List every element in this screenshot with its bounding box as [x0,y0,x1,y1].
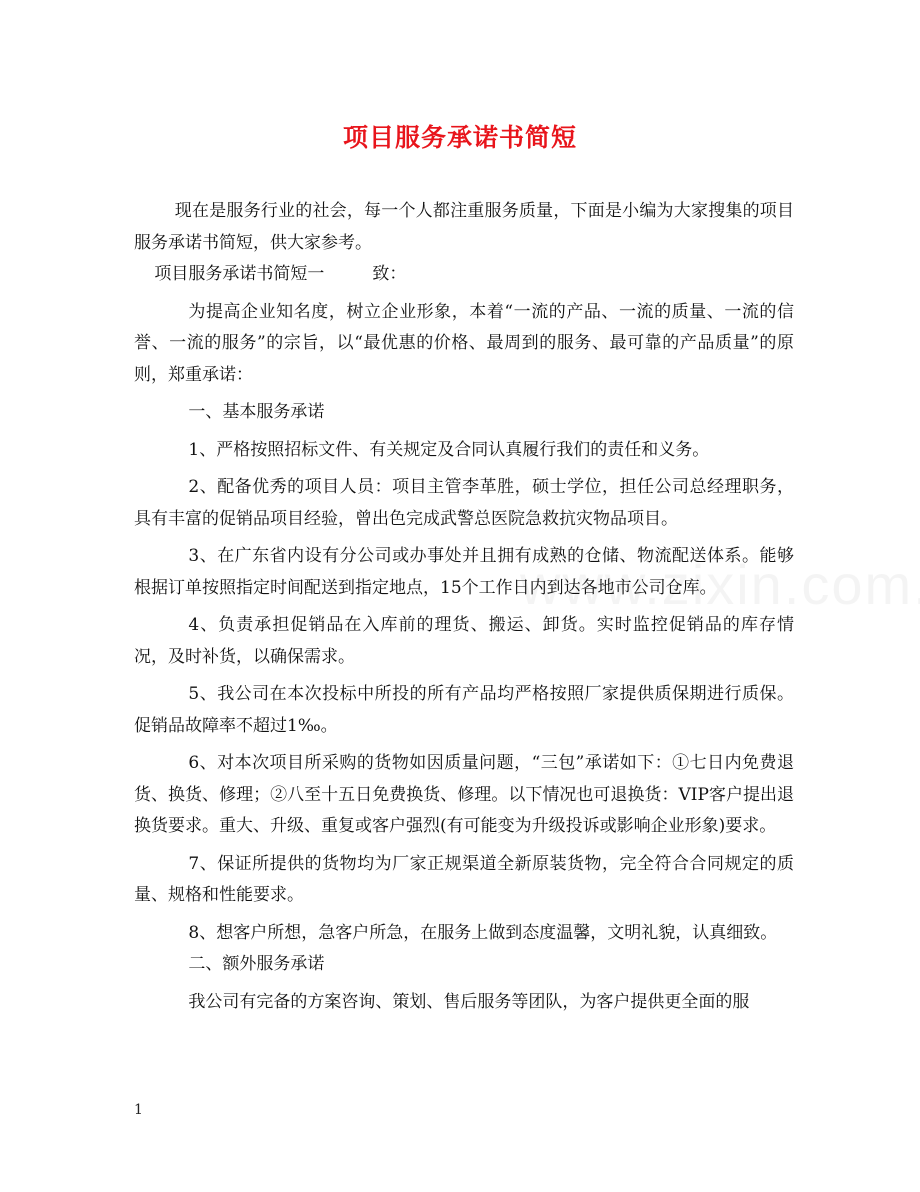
list-item: 3、在广东省内设有分公司或办事处并且拥有成熟的仓储、物流配送体系。能够根据订单按照指定时间配送到指定地点，15个工作日内到达各地市公司仓库。 [134,546,794,598]
list-item: 1、严格按照招标文件、有关规定及合同认真履行我们的责任和义务。 [188,439,710,460]
list-item: 4、负责承担促销品在入库前的理货、搬运、卸货。实时监控促销品的库存情况，及时补货，以确保需求。 [134,615,794,667]
list-item: 5、我公司在本次投标中所投的所有产品均严格按照厂家提供质保期进行质保。促销品故障率不超过1‰。 [134,684,794,736]
list-item: 6、对本次项目所采购的货物如因质量问题，“三包”承诺如下：①七日内免费退货、换货、修理；②八至十五日免费换货、修理。以下情况也可退换货：VIP客户提出退换货要求。重大、升级、重复或客户强烈(有可能变为升级投诉或影响企业形象)要求。 [134,753,794,836]
intro-paragraph: 现在是服务行业的社会，每一个人都注重服务质量，下面是小编为大家搜集的项目服务承诺书简短，供大家参考。 [134,201,794,253]
salutation: 致： [372,264,407,284]
document-body [134,196,794,1018]
list-item: 2、配备优秀的项目人员：项目主管李革胜，硕士学位，担任公司总经理职务，具有丰富的促销品项目经验，曾出色完成武警总医院急救抗灾物品项目。 [134,477,794,529]
section-heading-extra: 二、额外服务承诺 [188,954,325,974]
list-item: 7、保证所提供的货物均为厂家正规渠道全新原装货物，完全符合合同规定的质量、规格和性能要求。 [134,853,794,905]
heading-one-line [134,259,794,291]
heading-one: 项目服务承诺书简短一 [154,264,325,284]
list-item: 8、想客户所想，急客户所急，在服务上做到态度温馨，文明礼貌，认真细致。 [188,922,778,943]
section-heading-basic: 一、基本服务承诺 [188,402,325,422]
document-title: 项目服务承诺书简短 [342,123,577,152]
paragraph-principle: 为提高企业知名度，树立企业形象，本着“一流的产品、一流的质量、一流的信誉、一流的服务”的宗旨，以“最优惠的价格、最周到的服务、最可靠的产品质量”的原则，郑重承诺： [134,301,794,385]
paragraph-extra: 我公司有完备的方案咨询、策划、售后服务等团队，为客户提供更全面的服 [188,991,750,1012]
page-number: 1 [134,1102,143,1118]
